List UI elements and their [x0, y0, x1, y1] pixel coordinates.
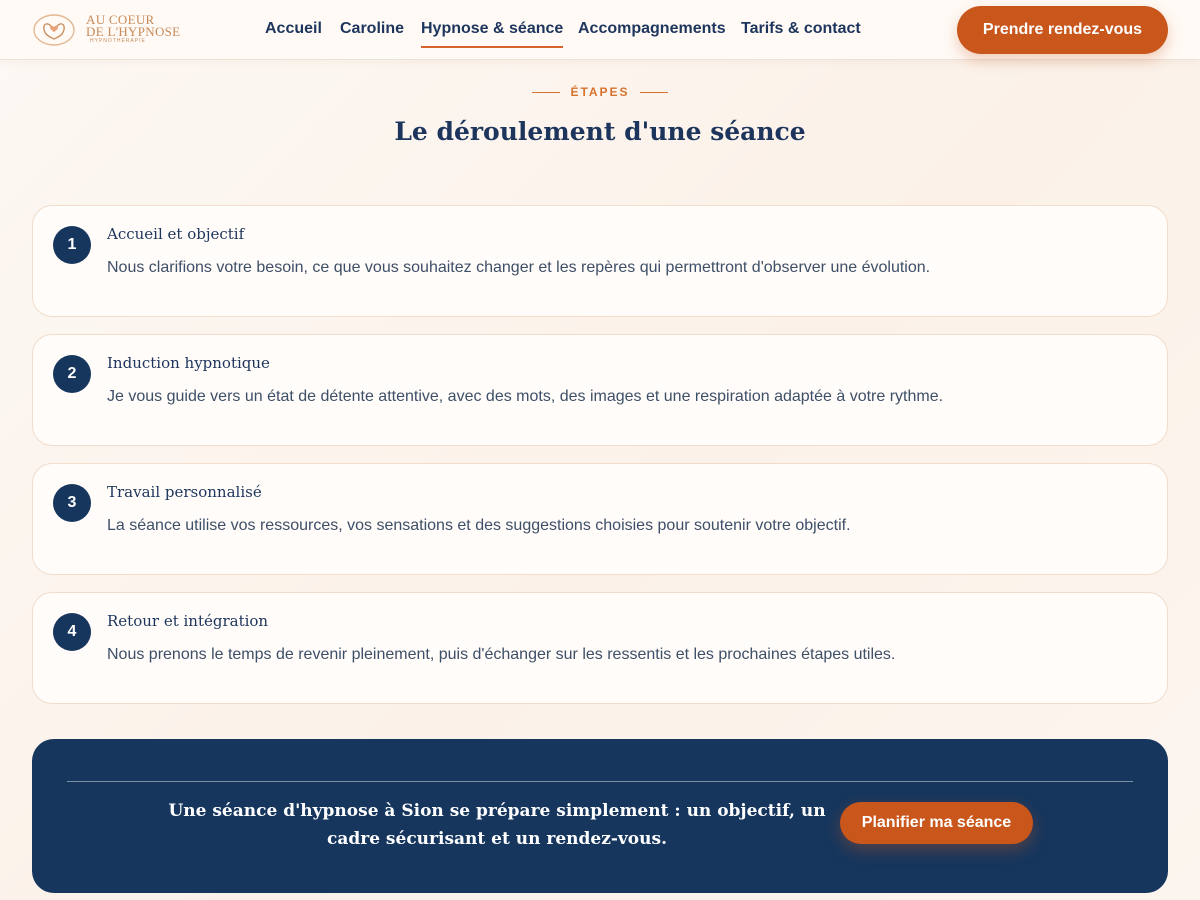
nav-item-tarifs-contact[interactable]: Tarifs & contact: [741, 20, 861, 37]
step-description: Nous clarifions votre besoin, ce que vous souhaitez changer et les repères qui permettront d'observer une évolution.: [107, 259, 931, 276]
step-title: Induction hypnotique: [107, 354, 270, 372]
logo-subtitle: HYPNOTHÉRAPIE: [90, 38, 146, 44]
banner-divider: [67, 781, 1133, 782]
step-number-badge: 3: [53, 484, 91, 522]
step-description: Je vous guide vers un état de détente attentive, avec des mots, des images et une respiration adaptée à votre rythme.: [107, 388, 944, 405]
logo-title-line2: DE L'HYPNOSE: [86, 24, 181, 39]
step-title: Retour et intégration: [107, 612, 269, 630]
step-number-badge: 2: [53, 355, 91, 393]
eyebrow-divider-right: [640, 92, 668, 93]
step-number-badge: 4: [53, 613, 91, 651]
step-title: Travail personnalisé: [107, 483, 262, 501]
step-card: [32, 463, 1168, 575]
step-description: La séance utilise vos ressources, vos sensations et des suggestions choisies pour soutenir votre objectif.: [107, 517, 851, 534]
nav-item-accueil[interactable]: Accueil: [265, 20, 322, 37]
step-card: [32, 334, 1168, 446]
step-number-badge: 1: [53, 226, 91, 264]
step-card: [32, 592, 1168, 704]
plan-session-button[interactable]: Planifier ma séance: [840, 802, 1033, 844]
logo-title-line1: AU COEUR: [86, 12, 155, 27]
nav-item-caroline[interactable]: Caroline: [340, 20, 405, 37]
book-appointment-button[interactable]: Prendre rendez-vous: [957, 6, 1168, 54]
section-eyebrow: ÉTAPES: [570, 85, 630, 99]
nav-item-hypnose-seance[interactable]: Hypnose & séance: [421, 20, 563, 48]
banner-text: Une séance d'hypnose à Sion se prépare simplement : un objectif, un cadre sécurisant et un rendez-vous.: [168, 801, 826, 849]
section-title: Le déroulement d'une séance: [394, 117, 806, 146]
step-title: Accueil et objectif: [107, 225, 245, 243]
nav-item-accompagnements[interactable]: Accompagnements: [578, 20, 726, 37]
step-description: Nous prenons le temps de revenir pleinement, puis d'échanger sur les ressentis et les prochaines étapes utiles.: [107, 646, 896, 663]
step-card: [32, 205, 1168, 317]
cta-banner: [32, 739, 1168, 893]
site-header: [0, 0, 1200, 60]
